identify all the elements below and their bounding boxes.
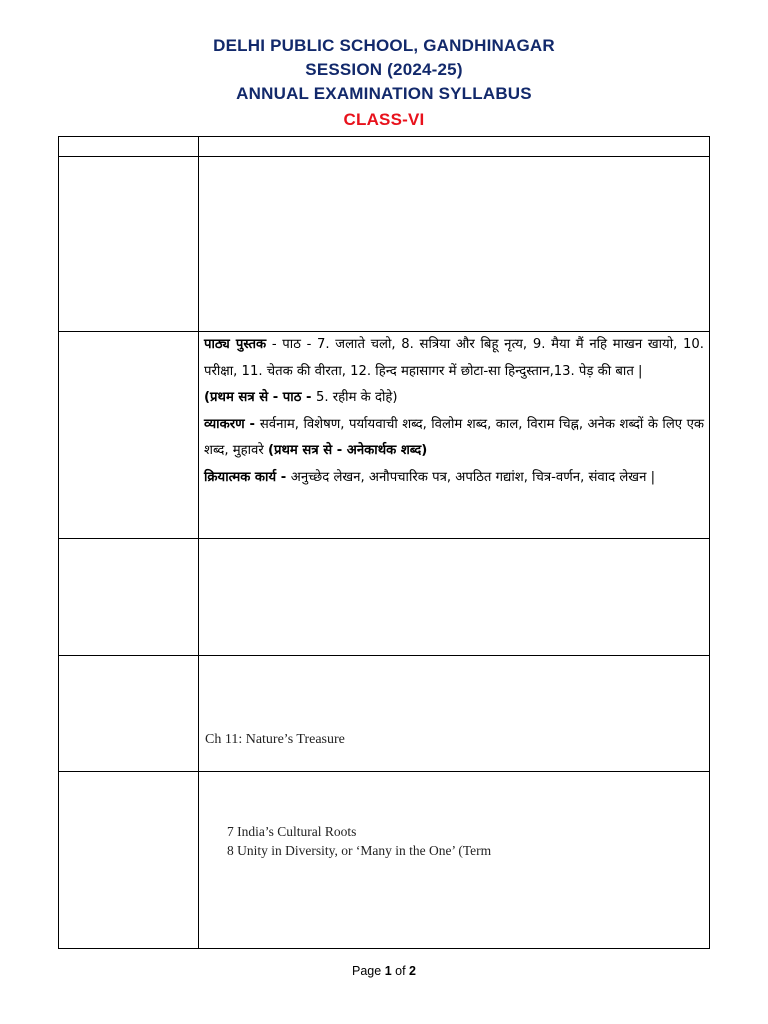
table-row-divider — [58, 655, 710, 656]
table-border-top — [58, 136, 710, 137]
school-name: DELHI PUBLIC SCHOOL, GANDHINAGAR — [213, 36, 555, 55]
document-header — [0, 34, 768, 132]
table-border-right — [709, 136, 710, 949]
table-border-bottom — [58, 948, 710, 949]
textbook-chapters: - पाठ - 7. जलाते चलो, 8. सत्रिया और बिहू नृत्य, 9. मैया मैं नहि माखन खायो, 10. परीक्षा, 11. चेतक की वीरता, 12. हिन्द महासागर में छोटा-सा हिन्दुस्तान,13. पेड़ की बात | — [204, 337, 704, 379]
exam-title: ANNUAL EXAMINATION SYLLABUS — [236, 84, 532, 103]
science-chapter: Ch 11: Nature’s Treasure — [205, 732, 345, 747]
page-number — [0, 964, 768, 978]
social-line-2: 8 Unity in Diversity, or ‘Many in the One’ (Term — [227, 843, 492, 858]
textbook-label: पाठ्य पुस्तक — [204, 337, 267, 352]
table-row-divider — [58, 771, 710, 772]
table-column-divider — [198, 136, 199, 949]
syllabus-table — [58, 136, 710, 949]
activity-topics: अनुच्छेद लेखन, अनौपचारिक पत्र, अपठित गद्यांश, चित्र-वर्णन, संवाद लेखन | — [290, 469, 656, 485]
page-prefix: Page — [352, 964, 385, 978]
first-term-label: (प्रथम सत्र से - पाठ - — [204, 390, 317, 405]
first-term-text: 5. रहीम के दोहे) — [316, 390, 398, 405]
social-line-1: 7 India’s Cultural Roots — [227, 824, 357, 839]
page-current: 1 — [384, 964, 392, 978]
grammar-label: व्याकरण - — [204, 416, 260, 432]
class-title: CLASS-VI — [343, 110, 425, 129]
hindi-syllabus — [204, 332, 704, 491]
page-total: 2 — [409, 964, 416, 978]
table-row-divider — [58, 538, 710, 539]
grammar-topics: सर्वनाम, विशेषण, पर्यायवाची शब्द, विलोम शब्द, काल, विराम चिह्न, अनेक शब्दों के लिए एक शब्द, मुहावरे — [204, 416, 704, 458]
session-title: SESSION (2024-25) — [305, 60, 463, 79]
table-border-left — [58, 136, 59, 949]
table-row-divider — [58, 156, 710, 157]
activity-label: क्रियात्मक कार्य - — [204, 469, 291, 485]
page-of: of — [391, 964, 410, 978]
grammar-first-term: (प्रथम सत्र से - अनेकार्थक शब्द) — [267, 443, 428, 458]
